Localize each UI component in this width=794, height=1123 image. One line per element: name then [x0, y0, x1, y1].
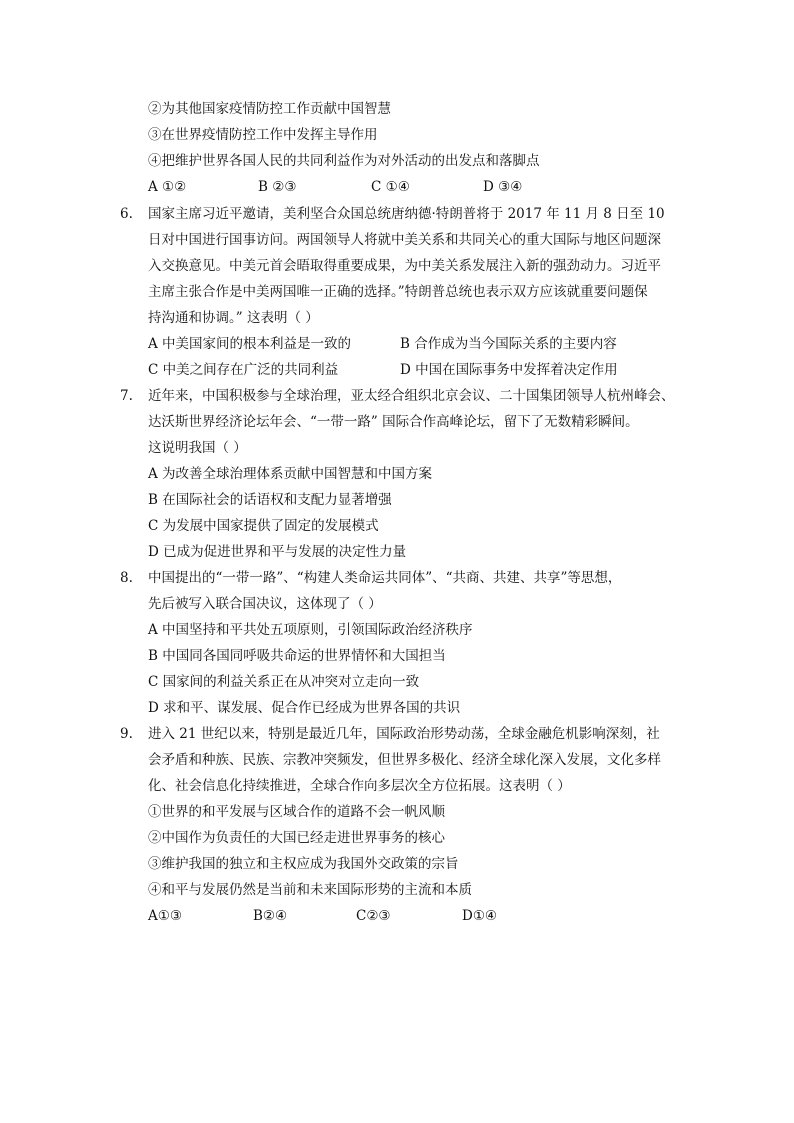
q6-option-c[interactable]: C 中美之间存在广泛的共同利益: [148, 362, 339, 378]
q6-number: 6.: [120, 206, 133, 222]
q9-stem-line: 化、社会信息化持续推进，全球合作向多层次全方位拓展。这表明（ ）: [148, 778, 571, 794]
q9-option-b[interactable]: B②④: [253, 908, 288, 924]
q5-statement-4: ④把维护世界各国人民的共同利益作为对外活动的出发点和落脚点: [148, 153, 540, 169]
q9-statement-4: ④和平与发展仍然是当前和未来国际形势的主流和本质: [148, 882, 472, 898]
q8-stem-line: 中国提出的“一带一路”、“构建人类命运共同体”、“共商、共建、共享”等思想，: [148, 570, 622, 586]
q5-option-b[interactable]: B ②③: [258, 179, 297, 195]
q8-number: 8.: [120, 570, 133, 586]
q9-stem-line: 会矛盾和种族、民族、宗教冲突频发，但世界多极化、经济全球化深入发展，文化多样: [148, 752, 661, 768]
q9-option-d[interactable]: D①④: [462, 908, 498, 924]
q6-option-a[interactable]: A 中美国家间的根本利益是一致的: [148, 336, 352, 352]
q6-stem-line: 日对中国进行国事访问。两国领导人将就中美关系和共同关心的重大国际与地区问题深: [148, 232, 661, 248]
q7-option-b[interactable]: B 在国际社会的话语权和支配力显著增强: [148, 492, 392, 508]
q9-number: 9.: [120, 726, 133, 742]
q5-statement-3: ③在世界疫情防控工作中发挥主导作用: [148, 127, 378, 143]
q7-option-a[interactable]: A 为改善全球治理体系贡献中国智慧和中国方案: [148, 466, 433, 482]
q8-option-c[interactable]: C 国家间的利益关系正在从冲突对立走向一致: [148, 674, 420, 690]
q8-stem-line: 先后被写入联合国决议，这体现了（ ）: [148, 596, 382, 612]
q9-option-a[interactable]: A①③: [148, 908, 182, 924]
q7-stem-line: 近年来，中国积极参与全球治理，亚太经合组织北京会议、二十国集团领导人杭州峰会、: [148, 388, 675, 404]
q8-option-d[interactable]: D 求和平、谋发展、促合作已经成为世界各国的共识: [148, 700, 461, 716]
q8-option-b[interactable]: B 中国同各国同呼吸共命运的世界情怀和大国担当: [148, 648, 446, 664]
q6-stem-line: 入交换意见。中美元首会晤取得重要成果，为中美关系发展注入新的强劲动力。习近平: [148, 258, 661, 274]
q6-stem-line: 国家主席习近平邀请，美利坚合众国总统唐纳德·特朗普将于 2017 年 11 月 8 日至 10: [148, 206, 665, 222]
q5-option-c[interactable]: C ①④: [371, 179, 410, 195]
q7-option-c[interactable]: C 为发展中国家提供了固定的发展模式: [148, 518, 379, 534]
q5-option-d[interactable]: D ③④: [483, 179, 523, 195]
q7-number: 7.: [120, 388, 133, 404]
q9-stem-line: 进入 21 世纪以来，特别是最近几年，国际政治形势动荡，全球金融危机影响深刻，社: [148, 726, 660, 742]
q9-statement-1: ①世界的和平发展与区域合作的道路不会一帆风顺: [148, 804, 445, 820]
q6-option-b[interactable]: B 合作成为当今国际关系的主要内容: [400, 336, 617, 352]
q9-option-c[interactable]: C②③: [356, 908, 391, 924]
q5-option-a[interactable]: A ①②: [148, 179, 187, 195]
q7-option-d[interactable]: D 已成为促进世界和平与发展的决定性力量: [148, 544, 407, 560]
q6-stem-line: 持沟通和协调。” 这表明（ ）: [148, 310, 319, 326]
q9-statement-3: ③维护我国的独立和主权应成为我国外交政策的宗旨: [148, 856, 459, 872]
q6-stem-line: 主席主张合作是中美两国唯一正确的选择。”特朗普总统也表示双方应该就重要问题保: [148, 284, 648, 300]
q7-stem-line: 达沃斯世界经济论坛年会、“一带一路” 国际合作高峰论坛，留下了无数精彩瞬间。: [148, 414, 639, 430]
q8-option-a[interactable]: A 中国坚持和平共处五项原则，引领国际政治经济秩序: [148, 622, 473, 638]
q6-option-d[interactable]: D 中国在国际事务中发挥着决定作用: [400, 362, 618, 378]
q7-stem-line: 这说明我国（ ）: [148, 440, 247, 456]
q5-statement-2: ②为其他国家疫情防控工作贡献中国智慧: [148, 101, 391, 117]
q9-statement-2: ②中国作为负责任的大国已经走进世界事务的核心: [148, 830, 445, 846]
